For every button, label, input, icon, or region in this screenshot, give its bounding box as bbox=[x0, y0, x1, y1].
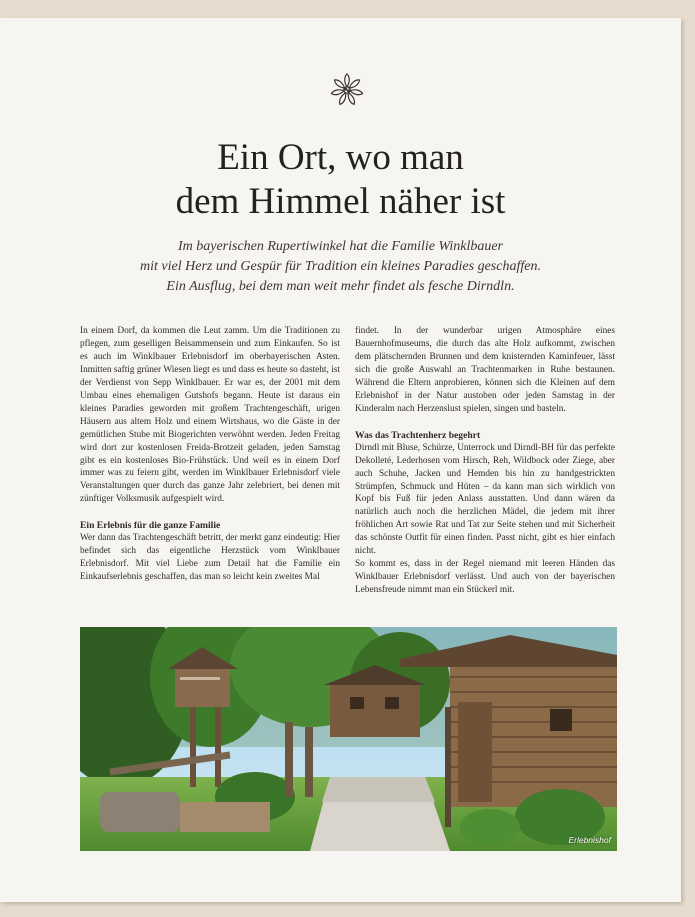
paragraph-museum: findet. In der wunderbar urigen Atmosphäre eines Bauernhofmuseums, die durch das alte Holz aufkommt, zwischen dem plätschernden Brunnen und dem knisternden Kaminfeuer, lässt sich die große Auswahl an Trachtenmarken in Ruhe bestaunen. Während die Eltern anprobieren, können sich die Kleinen auf dem Erlebnishof in der Natur austoben oder jeden Samstag in der Kinderalm nach Herzenslust spielen, singen und basteln. bbox=[355, 326, 615, 414]
article-subtitle bbox=[60, 237, 621, 297]
paragraph-intro: In einem Dorf, da kommen die Leut zamm. Um die Traditionen zu pflegen, zum geselligen Beisammensein und zum Einkaufen. So ist es auch im Winklbauer Erlebnisdorf im oberbayerischen Asten. Inmitten saftig grüner Wiesen liegt es und dass es heute so dasteht, ist der Verdienst von Sepp Winklbauer. Er war es, der 2001 mit dem Umbau eines ehemaligen Gutshofs begann. Heute ist daraus ein kleines Paradies geworden mit großem Trachtengeschäft, urigen Häusern aus altem Holz und einem Wirtshaus, wo die Gäste in der gemütlichen Stube mit Biogerichten verwöhnt werden. Jeden Freitag wird dort zur kostenlosen Freida-Brotzeit geladen, jeden Samstag gibt es ein kostenloses Bio-Frühstück. Und weil es in einem Dorf immer was zu feiern gibt, werden im Winklbauer Erlebnisdorf viele Veranstaltungen quer durch das ganze Jahr zelebriert, bei denen mit zünftiger Volksmusik aufgespielt wird. bbox=[80, 326, 340, 505]
village-photo-illustration bbox=[80, 627, 617, 851]
title-line-2: dem Himmel näher ist bbox=[175, 181, 506, 222]
paragraph-assortment: Dirndl mit Bluse, Schürze, Unterrock und Dirndl-BH für das perfekte Dekolleté, Lederhosen vom Hirsch, Reh, Wildbock oder Ziege, aber auch Schuhe, Jacken und Hemden bis hin zu handgestrickten Strümpfen, Schmuck und Hüten – da kann man sich wirklich von Kopf bis Fuß für jeden Anlass ausstatten. Und dann wären da natürlich auch noch die herzlichen Mädel, die jedem mit ihrer fröhlichen Art sowie Rat und Tat zur Seite stehen und mit Sicherheit das schönste Outfit für einen finden. Passt nicht, gibt es hier einfach nicht. bbox=[355, 442, 615, 557]
subtitle-line-1: Im bayerischen Rupertiwinkel hat die Familie Winklbauer bbox=[177, 239, 504, 254]
subtitle-line-2: mit viel Herz und Gespür für Tradition ein kleines Paradies geschaffen. bbox=[140, 259, 541, 274]
text-column-left bbox=[80, 325, 340, 584]
edelweiss-icon bbox=[330, 73, 364, 107]
section-heading-tracht: Was das Trachtenherz begehrt bbox=[355, 429, 481, 441]
text-column-right bbox=[355, 325, 615, 597]
paragraph-closing: So kommt es, dass in der Regel niemand mit leeren Händen das Winklbauer Erlebnisdorf verlässt. Und auch von der bayerischen Lebensfreude nimmt man ein Stückerl mit. bbox=[355, 559, 615, 596]
magazine-page bbox=[0, 18, 681, 902]
section-heading-family: Ein Erlebnis für die ganze Familie bbox=[80, 520, 221, 532]
paragraph-shop: Wer dann das Trachtengeschäft betritt, der merkt ganz eindeutig: Hier befindet sich das eigentliche Herzstück vom Winklbauer Erlebnisdorf. Mit viel Liebe zum Detail hat die Familie ein Einkaufserlebnis geschaffen, das man so leicht kein zweites Mal bbox=[80, 533, 340, 583]
photo-caption: Erlebnishof bbox=[568, 835, 611, 845]
title-line-1: Ein Ort, wo man bbox=[217, 137, 464, 178]
article-title bbox=[0, 136, 681, 224]
subtitle-line-3: Ein Ausflug, bei dem man weit mehr findet als fesche Dirndln. bbox=[166, 279, 515, 294]
village-photo bbox=[80, 627, 617, 851]
